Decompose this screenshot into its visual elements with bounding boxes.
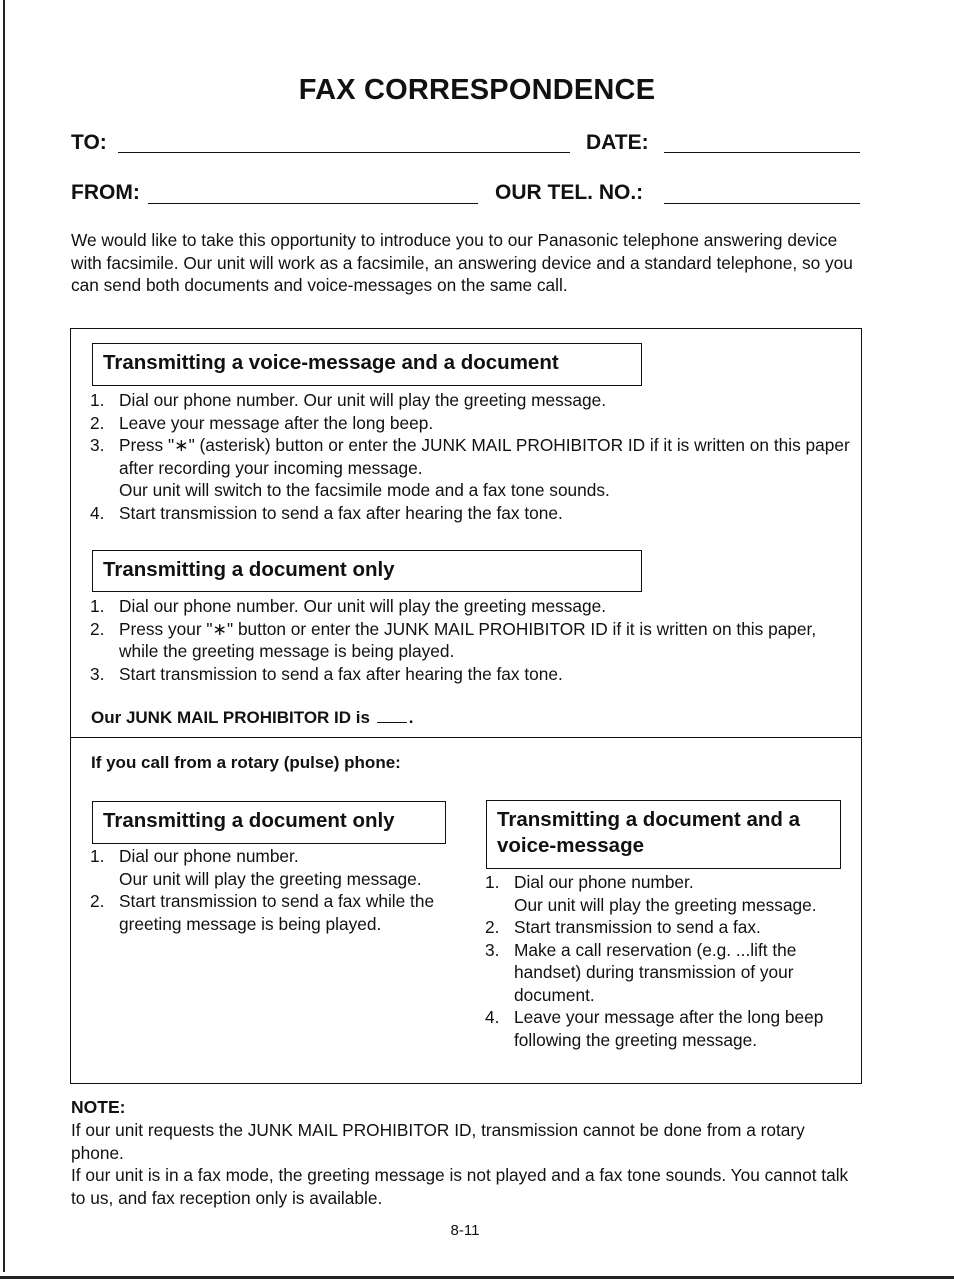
list-item: 1. Dial our phone number. Our unit will play the greeting message. [90, 596, 607, 616]
to-label: TO: [71, 131, 107, 154]
date-field-line[interactable] [664, 152, 860, 153]
junk-id-blank[interactable] [377, 722, 407, 723]
list-item: 4. Start transmission to send a fax after hearing the fax tone. [90, 502, 563, 523]
rotary-right-steps [485, 871, 847, 1051]
section1-heading-text: Transmitting a voice-message and a document [103, 351, 559, 374]
rotary-right-heading-text: Transmitting a document and a voice-message [497, 808, 800, 857]
list-item: 1. Dial our phone number. Our unit will play the greeting message. [90, 390, 607, 410]
list-item: 2. Start transmission to send a fax. [485, 917, 761, 937]
rotary-right-heading [486, 800, 841, 869]
list-item: 2. Press your "∗" button or enter the JUNK MAIL PROHIBITOR ID if it is written on this paper, while the greeting message is being played. [90, 618, 817, 661]
section1-steps [90, 389, 855, 524]
list-item: 1. Dial our phone number. Our unit will play the greeting message. [90, 846, 422, 889]
section1-heading [92, 343, 642, 386]
rotary-left-heading-text: Transmitting a document only [103, 809, 395, 832]
section2-heading-text: Transmitting a document only [103, 558, 395, 581]
from-label: FROM: [71, 181, 140, 204]
to-field-line[interactable] [118, 152, 570, 153]
page-number: 8-11 [450, 1222, 480, 1239]
tel-label: OUR TEL. NO.: [495, 181, 644, 204]
note-line-2: If our unit is in a fax mode, the greeting message is not played and a fax tone sounds. You cannot talk to us, and fax reception only is available. [71, 1165, 849, 1208]
scan-edge-bottom [0, 1276, 954, 1279]
list-item: 3. Press "∗" (asterisk) button or enter the JUNK MAIL PROHIBITOR ID if it is written on this paper after recording your incoming message. Our unit will switch to the facsimile mode and a fax tone sounds. [90, 435, 850, 500]
list-item: 1. Dial our phone number. Our unit will play the greeting message. [485, 872, 817, 915]
section2-heading [92, 550, 642, 592]
note-label: NOTE: [71, 1097, 126, 1117]
date-label: DATE: [586, 131, 649, 154]
section2-steps [90, 595, 855, 685]
list-item: 3. Start transmission to send a fax after hearing the fax tone. [90, 663, 563, 684]
list-item: 4. Leave your message after the long beep following the greeting message. [485, 1007, 824, 1050]
page-title: FAX CORRESPONDENCE [298, 74, 656, 106]
list-item: 2. Leave your message after the long beep. [90, 412, 434, 433]
junk-mail-id-line: Our JUNK MAIL PROHIBITOR ID is . [91, 708, 414, 727]
from-field-line[interactable] [148, 203, 478, 204]
intro-paragraph: We would like to take this opportunity to introduce you to our Panasonic telephone answering device with facsimile. Our unit will work as a facsimile, an answering device and a standard telephone, so you can send both documents and voice-messages on the same call. [71, 230, 853, 295]
tel-field-line[interactable] [664, 203, 860, 204]
list-item: 3. Make a call reservation (e.g. ...lift the handset) during transmission of your document. [485, 939, 797, 1005]
rotary-left-steps [90, 845, 450, 935]
note-line-1: If our unit requests the JUNK MAIL PROHIBITOR ID, transmission cannot be done from a rotary phone. [71, 1120, 805, 1163]
rotary-intro: If you call from a rotary (pulse) phone: [91, 753, 401, 772]
scan-edge-left [3, 0, 5, 1272]
list-item: 2. Start transmission to send a fax while the greeting message is being played. [90, 891, 435, 934]
note-text [71, 1119, 861, 1209]
rotary-left-heading [92, 801, 446, 844]
